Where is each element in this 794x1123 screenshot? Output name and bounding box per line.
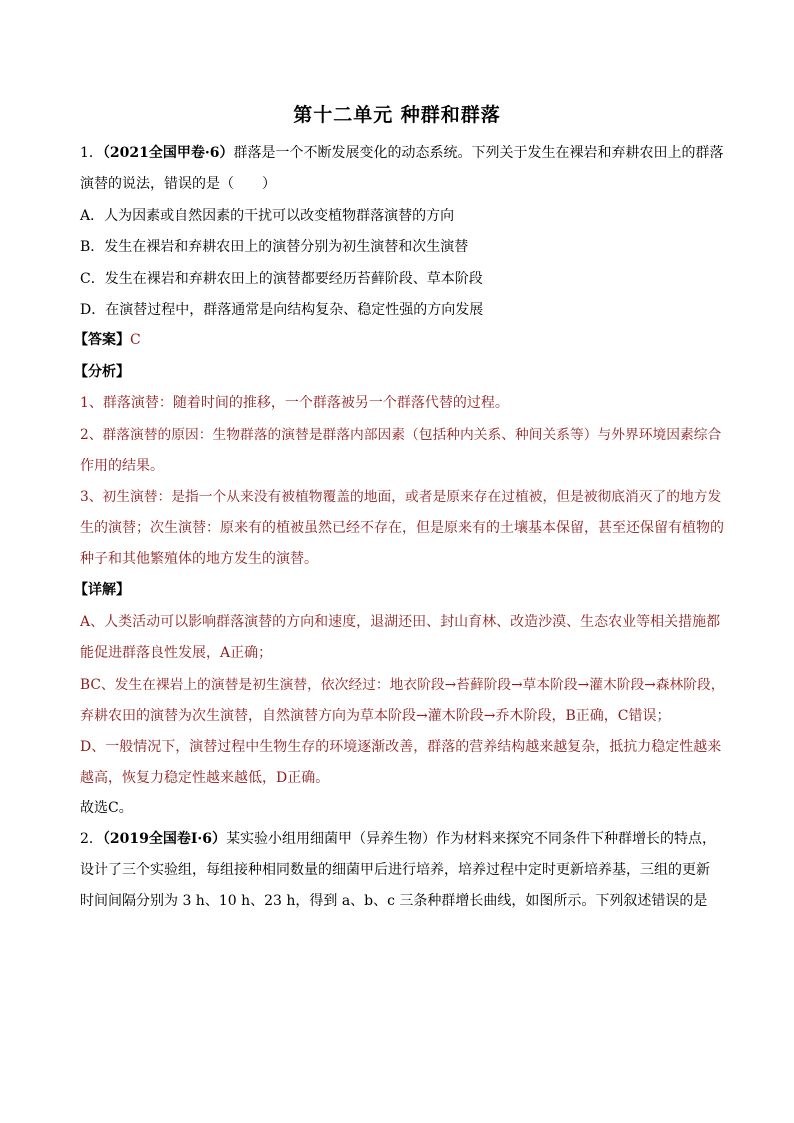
q2-stem-line-1: [80, 829, 716, 849]
q2-stem-line-3: 时间间隔分别为 3 h、10 h、23 h，得到 a、b、c 三条种群增长曲线，如图所示。下列叙述错误的是: [80, 893, 708, 909]
q1-stem-line-2: 演替的说法，错误的是（ ）: [80, 176, 276, 192]
q1-option-a: A．人为因素或自然因素的干扰可以改变植物群落演替的方向: [80, 208, 455, 224]
q1-option-c: C．发生在裸岩和弃耕农田上的演替都要经历苔藓阶段、草本阶段: [80, 271, 483, 287]
detail-line-2: 能促进群落良性发展，A正确；: [80, 645, 273, 661]
analysis-line-5: 生的演替；次生演替：原来有的植被虽然已经不存在，但是原来有的土壤基本保留，甚至还保留有植物的: [80, 520, 724, 536]
q2-source: （2019全国卷Ⅰ·6）: [102, 831, 227, 847]
q1-conclusion: 故选C。: [80, 800, 133, 816]
page-title: 第十二单元 种群和群落: [293, 104, 501, 126]
q1-source: （2021全国甲卷·6）: [102, 145, 234, 161]
detail-line-6: 越高，恢复力稳定性越来越低，D正确。: [80, 770, 330, 786]
detail-line-4: 弃耕农田的演替为次生演替，自然演替方向为草本阶段→灌木阶段→乔木阶段，B正确，C错误；: [80, 708, 671, 724]
q1-answer: [74, 330, 141, 350]
q1-stem-text-1: 群落是一个不断发展变化的动态系统。下列关于发生在裸岩和弃耕农田上的群落: [233, 145, 724, 161]
detail-tag: 【详解】: [74, 582, 130, 598]
q2-number: 2．: [80, 831, 103, 847]
detail-line-5: D、一般情况下，演替过程中生物生存的环境逐渐改善，群落的营养结构越来越复杂，抵抗力稳定性越来: [80, 739, 722, 755]
analysis-line-3: 作用的结果。: [80, 458, 164, 474]
answer-tag: 【答案】: [74, 332, 130, 348]
analysis-tag: 【分析】: [74, 364, 130, 380]
analysis-line-2: 2、群落演替的原因：生物群落的演替是群落内部因素（包括种内关系、种间关系等）与外界环境因素综合: [80, 427, 722, 443]
q1-stem-line-1: [80, 143, 724, 163]
q1-option-b: B．发生在裸岩和弃耕农田上的演替分别为初生演替和次生演替: [80, 239, 469, 255]
detail-line-3: BC、发生在裸岩上的演替是初生演替，依次经过：地衣阶段→苔藓阶段→草本阶段→灌木阶段→森林阶段，: [80, 677, 725, 693]
answer-value: C: [130, 332, 141, 348]
detail-line-1: A、人类活动可以影响群落演替的方向和速度，退湖还田、封山育林、改造沙漠、生态农业等相关措施都: [80, 614, 721, 630]
analysis-line-4: 3、初生演替：是指一个从来没有被植物覆盖的地面，或者是原来存在过植被，但是被彻底消灭了的地方发: [80, 489, 722, 505]
analysis-line-1: 1、群落演替：随着时间的推移，一个群落被另一个群落代替的过程。: [80, 395, 509, 411]
q1-number: 1．: [80, 145, 103, 161]
analysis-line-6: 种子和其他繁殖体的地方发生的演替。: [80, 551, 318, 567]
q2-stem-text-1: 某实验小组用细菌甲（异养生物）作为材料来探究不同条件下种群增长的特点，: [226, 831, 717, 847]
q2-stem-line-2: 设计了三个实验组，每组接种相同数量的细菌甲后进行培养，培养过程中定时更新培养基，三组的更新: [80, 862, 710, 878]
q1-option-d: D．在演替过程中，群落通常是向结构复杂、稳定性强的方向发展: [80, 302, 484, 318]
